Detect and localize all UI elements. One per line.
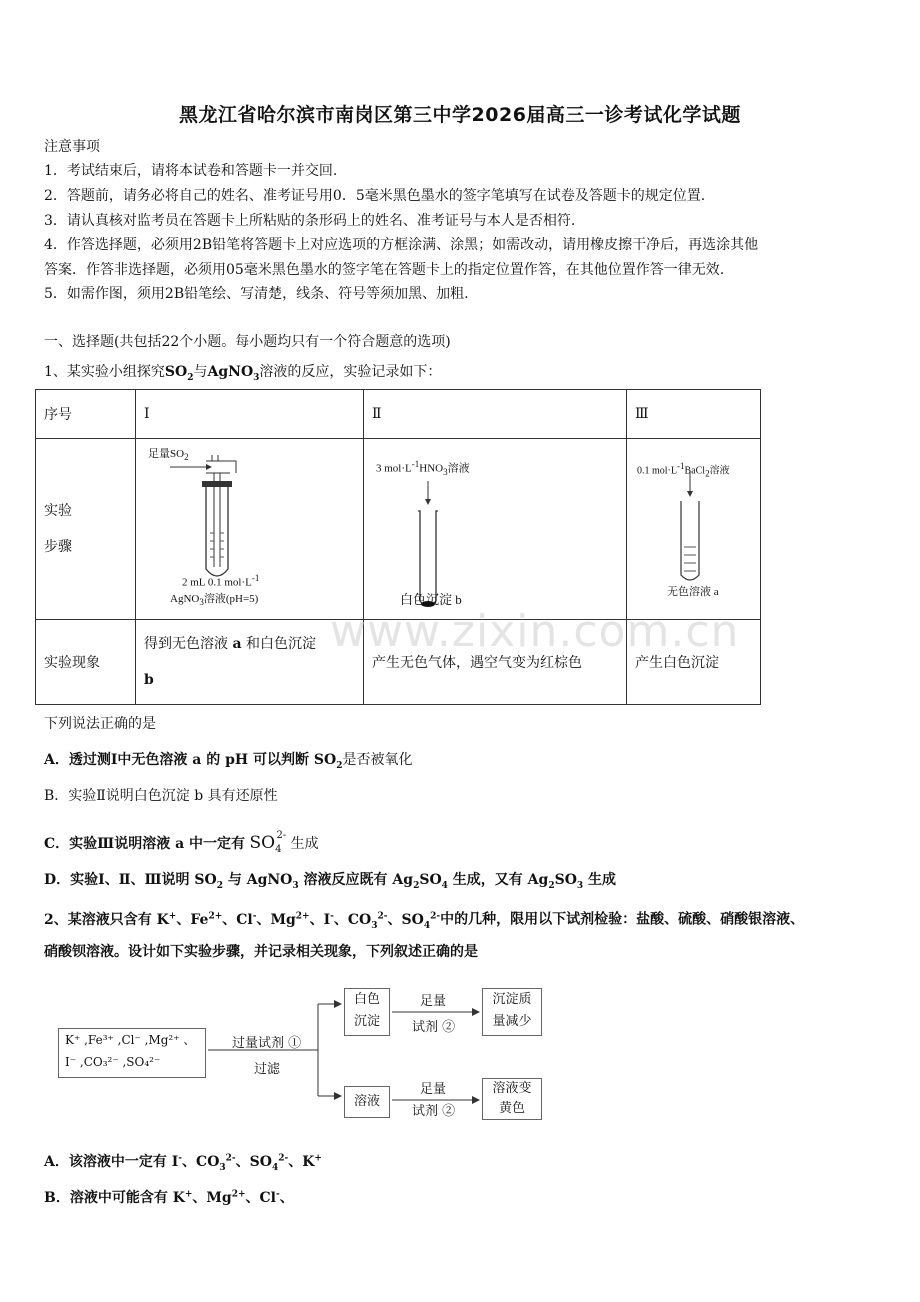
notice-item: 3．请认真核对监考员在答题卡上所粘贴的条形码上的姓名、准考证号与本人是否相符. — [44, 213, 576, 229]
apparatus-3: 0.1 $mol\cdot L^{-1}BaCl_2$溶液 无色溶液 a — [627, 439, 761, 620]
arrow-down-label: 足量 — [420, 1082, 447, 1097]
apparatus-2: 3 $mol\cdot L^{-1}HNO_3$溶液 白色沉淀 b — [364, 439, 627, 620]
table-header-3: Ⅲ — [627, 390, 761, 439]
row-label-steps: 实验 步骤 — [36, 439, 136, 620]
table-header-index: 序号 — [36, 390, 136, 439]
step1-filter: 过滤 — [254, 1062, 281, 1077]
row-label-observation: 实验现象 — [36, 620, 136, 705]
observation-3: 产生白色沉淀 — [627, 620, 761, 705]
arrow-down-reagent: 试剂 ② — [412, 1104, 456, 1119]
option-d[interactable]: D．实验Ⅰ、Ⅱ、Ⅲ说明 $SO_2$ 与 AgNO$_3$ 溶液反应既有 $Ag_2SO_4$ 生成，又有 $Ag_2SO_3$ 生成 — [44, 872, 617, 891]
question-2-stem: 2、某溶液只含有 K+、$Fe^{2+}$、Cl-、$Mg^{2+}$、I-、$CO_3^{2-}$、$SO_4^{2-}$中的几种，限用以下试剂检验：盐酸、硫酸、硝酸银溶液、 — [44, 911, 805, 931]
observation-1: 得到无色溶液 a 和白色沉淀 b — [136, 620, 364, 705]
step1-reagent: 过量试剂 ① — [232, 1036, 302, 1051]
observation-2: 产生无色气体，遇空气变为红棕色 — [364, 620, 627, 705]
notice-item: 4．作答选择题，必须用2B铅笔将答题卡上对应选项的方框涂满、涂黑；如需改动，请用橡皮擦干净后，再选涂其他 — [44, 237, 759, 253]
page-title: 黑龙江省哈尔滨市南岗区第三中学2026届高三一诊考试化学试题 — [179, 104, 741, 126]
q2-option-a[interactable]: A．该溶液中一定有 I-、$CO_3^{2-}$、$SO_4^{2-}$、K+ — [44, 1153, 322, 1173]
flow-diagram — [56, 978, 556, 1118]
result-solution: 溶液变 黄色 — [482, 1078, 542, 1120]
option-c[interactable]: C．实验Ⅲ说明溶液 a 中一定有 $SO_4^{2-}$ 生成 — [44, 830, 319, 855]
apparatus-1: 足量$SO_2$ 2 mL 0.1 $mol\cdot L^{-1}$ AgNO$_3$溶液(pH=5) — [136, 439, 364, 620]
notice-item: 2．答题前，请务必将自己的姓名、准考证号用0．5毫米黑色墨水的签字笔填写在试卷及答题卡的规定位置. — [44, 188, 706, 204]
notice-item: 答案．作答非选择题，必须用05毫米黑色墨水的签字笔在答题卡上的指定位置作答，在其他位置作答一律无效. — [44, 262, 725, 278]
arrow-up-reagent: 试剂 ② — [412, 1020, 456, 1035]
notice-item: 5．如需作图，须用2B铅笔绘、写清楚，线条、符号等须加黑、加粗. — [44, 286, 469, 302]
notice-item: 1．考试结束后，请将本试卷和答题卡一并交回. — [44, 163, 338, 179]
table-header-1: Ⅰ — [136, 390, 364, 439]
q2-option-b[interactable]: B．溶液中可能含有 K+、$Mg^{2+}$、Cl-、 — [44, 1189, 294, 1206]
option-b[interactable]: B．实验Ⅱ说明白色沉淀 b 具有还原性 — [44, 788, 278, 804]
flow-start-box: K⁺ ,Fe³⁺ ,Cl⁻ ,Mg²⁺ 、 I⁻ ,CO₃²⁻ ,SO₄²⁻ — [58, 1028, 206, 1078]
result-precipitate: 沉淀质 量减少 — [482, 988, 542, 1036]
box-precipitate: 白色 沉淀 — [344, 988, 390, 1036]
box-solution: 溶液 — [344, 1086, 390, 1118]
experiment-table — [35, 389, 761, 705]
table-header-2: Ⅱ — [364, 390, 627, 439]
question-2-stem-2: 硝酸钡溶液。设计如下实验步骤，并记录相关现象，下列叙述正确的是 — [44, 944, 478, 960]
question-1-stem: 1、某实验小组探究$SO_2$与AgNO$_3$溶液的反应，实验记录如下： — [44, 364, 442, 383]
arrow-up-label: 足量 — [420, 994, 447, 1009]
notice-heading: 注意事项 — [44, 139, 100, 155]
question-1-ask: 下列说法正确的是 — [44, 716, 156, 732]
section-heading: 一、选择题(共包括22个小题。每小题均只有一个符合题意的选项) — [44, 334, 451, 350]
watermark: www.zixin.com.cn — [330, 606, 740, 657]
option-a[interactable]: A．透过测Ⅰ中无色溶液 a 的 pH 可以判断 $SO_2$是否被氧化 — [44, 752, 413, 771]
